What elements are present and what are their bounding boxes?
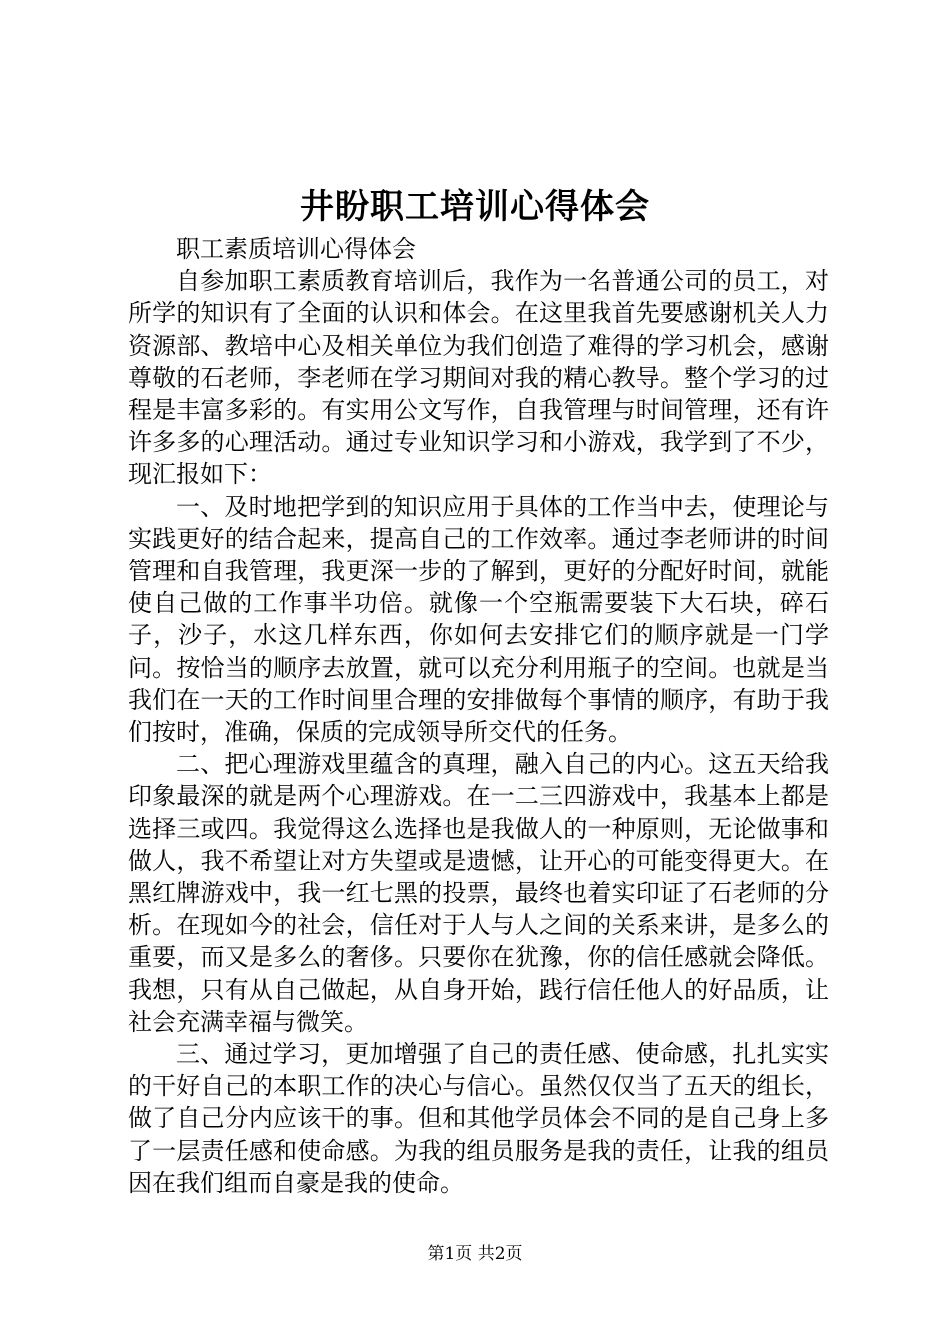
document-subtitle: 职工素质培训心得体会 xyxy=(176,235,416,263)
paragraph-point-3: 三、通过学习，更加增强了自己的责任感、使命感，扎扎实实的干好自己的本职工作的决心与信心。虽然仅仅当了五天的组长，做了自己分内应该干的事。但和其他学员体会不同的是自己身上多了一层责任感和使命感。为我的组员服务是我的责任，让我的组员因在我们组而自豪是我的使命。 xyxy=(128,1040,829,1197)
document-title: 井盼职工培训心得体会 xyxy=(300,187,650,227)
paragraph-intro: 自参加职工素质教育培训后，我作为一名普通公司的员工，对所学的知识有了全面的认识和体会。在这里我首先要感谢机关人力资源部、教培中心及相关单位为我们创造了难得的学习机会，感谢尊敬的石老师，李老师在学习期间对我的精心教导。整个学习的过程是丰富多彩的。有实用公文写作，自我管理与时间管理，还有许许多多的心理活动。通过专业知识学习和小游戏，我学到了不少，现汇报如下： xyxy=(128,267,829,489)
paragraph-point-2: 二、把心理游戏里蕴含的真理，融入自己的内心。这五天给我印象最深的就是两个心理游戏。在一二三四游戏中，我基本上都是选择三或四。我觉得这么选择也是我做人的一种原则，无论做事和做人，我不希望让对方失望或是遗憾，让开心的可能变得更大。在黑红牌游戏中，我一红七黑的投票，最终也着实印证了石老师的分析。在现如今的社会，信任对于人与人之间的关系来讲，是多么的重要，而又是多么的奢侈。只要你在犹豫，你的信任感就会降低。我想，只有从自己做起，从自身开始，践行信任他人的好品质，让社会充满幸福与微笑。 xyxy=(128,750,829,1036)
document-body xyxy=(128,233,829,1199)
paragraph-point-1: 一、及时地把学到的知识应用于具体的工作当中去，使理论与实践更好的结合起来，提高自己的工作效率。通过李老师讲的时间管理和自我管理，我更深一步的了解到，更好的分配好时间，就能使自己做的工作事半功倍。就像一个空瓶需要装下大石块，碎石子，沙子，水这几样东西，你如何去安排它们的顺序就是一门学问。按恰当的顺序去放置，就可以充分利用瓶子的空间。也就是当我们在一天的工作时间里合理的安排做每个事情的顺序，有助于我们按时，准确，保质的完成领导所交代的任务。 xyxy=(128,492,829,747)
page-number-footer: 第1页 共2页 xyxy=(427,1244,523,1264)
